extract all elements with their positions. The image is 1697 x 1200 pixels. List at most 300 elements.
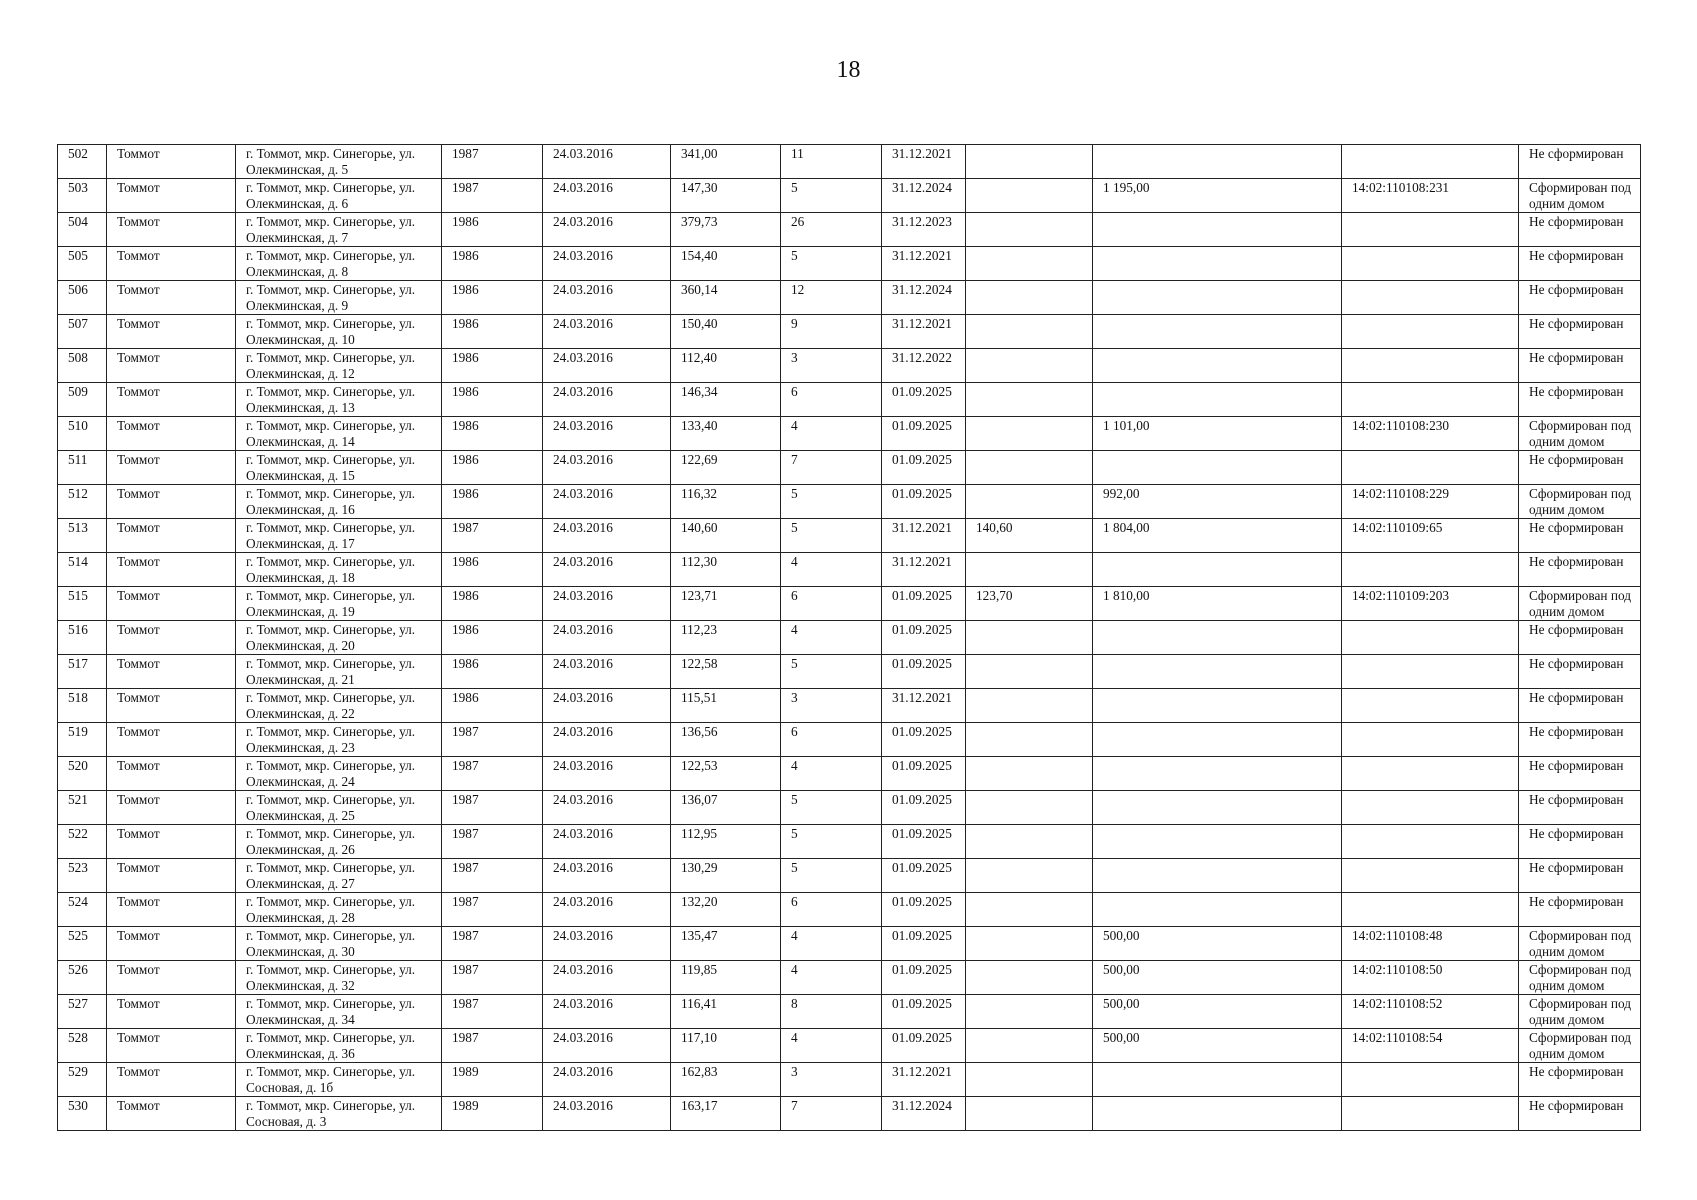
land-area-cell [1093, 383, 1342, 417]
row-number-cell: 520 [58, 757, 107, 791]
residents-cell: 8 [781, 995, 882, 1029]
land-status-cell: Не сформирован [1519, 893, 1641, 927]
year-built-cell: 1986 [442, 281, 543, 315]
table-row [58, 927, 1641, 961]
resettlement-deadline-cell: 31.12.2021 [882, 689, 966, 723]
year-built-cell: 1986 [442, 213, 543, 247]
resettlement-deadline-cell: 31.12.2024 [882, 179, 966, 213]
resettlement-deadline-cell: 01.09.2025 [882, 587, 966, 621]
resettlement-deadline-cell: 01.09.2025 [882, 1029, 966, 1063]
cadastral-number-cell: 14:02:110109:65 [1342, 519, 1519, 553]
area-cell: 130,29 [671, 859, 781, 893]
address-cell: г. Томмот, мкр. Синегорье, ул. Олекминская, д. 15 [236, 451, 442, 485]
resettlement-deadline-cell: 31.12.2021 [882, 1063, 966, 1097]
land-status-cell: Не сформирован [1519, 791, 1641, 825]
table-row [58, 791, 1641, 825]
area-secondary-cell [966, 145, 1093, 179]
cadastral-number-cell: 14:02:110108:229 [1342, 485, 1519, 519]
housing-registry-table [57, 144, 1641, 1131]
city-cell: Томмот [107, 757, 236, 791]
address-cell: г. Томмот, мкр. Синегорье, ул. Олекминская, д. 32 [236, 961, 442, 995]
area-secondary-cell [966, 281, 1093, 315]
land-status-cell: Не сформирован [1519, 349, 1641, 383]
row-number-cell: 502 [58, 145, 107, 179]
address-cell: г. Томмот, мкр. Синегорье, ул. Олекминская, д. 23 [236, 723, 442, 757]
land-area-cell [1093, 315, 1342, 349]
city-cell: Томмот [107, 621, 236, 655]
area-secondary-cell [966, 315, 1093, 349]
residents-cell: 3 [781, 1063, 882, 1097]
address-cell: г. Томмот, мкр. Синегорье, ул. Олекминская, д. 34 [236, 995, 442, 1029]
resettlement-deadline-cell: 01.09.2025 [882, 995, 966, 1029]
row-number-cell: 517 [58, 655, 107, 689]
land-status-cell: Не сформирован [1519, 383, 1641, 417]
resettlement-deadline-cell: 01.09.2025 [882, 451, 966, 485]
year-built-cell: 1987 [442, 179, 543, 213]
city-cell: Томмот [107, 417, 236, 451]
row-number-cell: 513 [58, 519, 107, 553]
land-area-cell: 1 804,00 [1093, 519, 1342, 553]
address-cell: г. Томмот, мкр. Синегорье, ул. Олекминская, д. 10 [236, 315, 442, 349]
land-area-cell [1093, 825, 1342, 859]
table-row [58, 451, 1641, 485]
city-cell: Томмот [107, 1097, 236, 1131]
resettlement-deadline-cell: 01.09.2025 [882, 961, 966, 995]
residents-cell: 6 [781, 893, 882, 927]
residents-cell: 5 [781, 247, 882, 281]
resettlement-deadline-cell: 01.09.2025 [882, 621, 966, 655]
table-row [58, 859, 1641, 893]
resettlement-deadline-cell: 31.12.2021 [882, 519, 966, 553]
address-cell: г. Томмот, мкр. Синегорье, ул. Олекминская, д. 22 [236, 689, 442, 723]
year-built-cell: 1987 [442, 893, 543, 927]
cadastral-number-cell [1342, 757, 1519, 791]
land-status-cell: Не сформирован [1519, 1097, 1641, 1131]
address-cell: г. Томмот, мкр. Синегорье, ул. Олекминская, д. 28 [236, 893, 442, 927]
cadastral-number-cell [1342, 621, 1519, 655]
area-secondary-cell [966, 859, 1093, 893]
cadastral-number-cell [1342, 553, 1519, 587]
land-area-cell [1093, 281, 1342, 315]
recognition-date-cell: 24.03.2016 [543, 485, 671, 519]
year-built-cell: 1987 [442, 145, 543, 179]
address-cell: г. Томмот, мкр. Синегорье, ул. Олекминская, д. 16 [236, 485, 442, 519]
row-number-cell: 528 [58, 1029, 107, 1063]
address-cell: г. Томмот, мкр. Синегорье, ул. Олекминская, д. 20 [236, 621, 442, 655]
city-cell: Томмот [107, 315, 236, 349]
city-cell: Томмот [107, 213, 236, 247]
land-status-cell: Сформирован под одним домом [1519, 927, 1641, 961]
land-area-cell [1093, 1063, 1342, 1097]
table-row [58, 587, 1641, 621]
area-secondary-cell [966, 1029, 1093, 1063]
residents-cell: 4 [781, 417, 882, 451]
area-secondary-cell [966, 1063, 1093, 1097]
address-cell: г. Томмот, мкр. Синегорье, ул. Олекминская, д. 25 [236, 791, 442, 825]
land-status-cell: Сформирован под одним домом [1519, 179, 1641, 213]
land-status-cell: Не сформирован [1519, 723, 1641, 757]
land-status-cell: Не сформирован [1519, 451, 1641, 485]
cadastral-number-cell: 14:02:110109:203 [1342, 587, 1519, 621]
land-area-cell: 1 810,00 [1093, 587, 1342, 621]
row-number-cell: 508 [58, 349, 107, 383]
table-row [58, 757, 1641, 791]
residents-cell: 4 [781, 961, 882, 995]
residents-cell: 4 [781, 621, 882, 655]
address-cell: г. Томмот, мкр. Синегорье, ул. Олекминская, д. 24 [236, 757, 442, 791]
area-cell: 146,34 [671, 383, 781, 417]
table-row [58, 655, 1641, 689]
residents-cell: 5 [781, 825, 882, 859]
resettlement-deadline-cell: 31.12.2022 [882, 349, 966, 383]
recognition-date-cell: 24.03.2016 [543, 349, 671, 383]
year-built-cell: 1986 [442, 315, 543, 349]
year-built-cell: 1986 [442, 451, 543, 485]
cadastral-number-cell: 14:02:110108:231 [1342, 179, 1519, 213]
year-built-cell: 1986 [442, 587, 543, 621]
table-row [58, 485, 1641, 519]
address-cell: г. Томмот, мкр. Синегорье, ул. Олекминская, д. 14 [236, 417, 442, 451]
area-cell: 112,40 [671, 349, 781, 383]
recognition-date-cell: 24.03.2016 [543, 757, 671, 791]
recognition-date-cell: 24.03.2016 [543, 825, 671, 859]
area-secondary-cell [966, 927, 1093, 961]
row-number-cell: 527 [58, 995, 107, 1029]
land-area-cell [1093, 723, 1342, 757]
area-cell: 136,07 [671, 791, 781, 825]
land-area-cell [1093, 621, 1342, 655]
residents-cell: 4 [781, 553, 882, 587]
cadastral-number-cell [1342, 451, 1519, 485]
area-secondary-cell: 123,70 [966, 587, 1093, 621]
city-cell: Томмот [107, 349, 236, 383]
recognition-date-cell: 24.03.2016 [543, 587, 671, 621]
land-area-cell [1093, 791, 1342, 825]
resettlement-deadline-cell: 31.12.2023 [882, 213, 966, 247]
year-built-cell: 1987 [442, 791, 543, 825]
residents-cell: 7 [781, 1097, 882, 1131]
residents-cell: 26 [781, 213, 882, 247]
land-status-cell: Сформирован под одним домом [1519, 417, 1641, 451]
cadastral-number-cell: 14:02:110108:54 [1342, 1029, 1519, 1063]
land-status-cell: Не сформирован [1519, 1063, 1641, 1097]
table-row [58, 519, 1641, 553]
area-cell: 117,10 [671, 1029, 781, 1063]
table-row [58, 247, 1641, 281]
area-secondary-cell [966, 757, 1093, 791]
year-built-cell: 1986 [442, 417, 543, 451]
row-number-cell: 509 [58, 383, 107, 417]
table-row [58, 417, 1641, 451]
land-status-cell: Сформирован под одним домом [1519, 587, 1641, 621]
address-cell: г. Томмот, мкр. Синегорье, ул. Олекминская, д. 27 [236, 859, 442, 893]
resettlement-deadline-cell: 31.12.2021 [882, 553, 966, 587]
area-cell: 112,23 [671, 621, 781, 655]
recognition-date-cell: 24.03.2016 [543, 247, 671, 281]
address-cell: г. Томмот, мкр. Синегорье, ул. Олекминская, д. 17 [236, 519, 442, 553]
city-cell: Томмот [107, 383, 236, 417]
table-row [58, 179, 1641, 213]
address-cell: г. Томмот, мкр. Синегорье, ул. Олекминская, д. 12 [236, 349, 442, 383]
residents-cell: 3 [781, 349, 882, 383]
address-cell: г. Томмот, мкр. Синегорье, ул. Олекминская, д. 6 [236, 179, 442, 213]
residents-cell: 12 [781, 281, 882, 315]
resettlement-deadline-cell: 01.09.2025 [882, 927, 966, 961]
area-cell: 112,30 [671, 553, 781, 587]
area-cell: 147,30 [671, 179, 781, 213]
cadastral-number-cell [1342, 825, 1519, 859]
residents-cell: 3 [781, 689, 882, 723]
area-cell: 119,85 [671, 961, 781, 995]
city-cell: Томмот [107, 519, 236, 553]
land-status-cell: Не сформирован [1519, 315, 1641, 349]
resettlement-deadline-cell: 01.09.2025 [882, 655, 966, 689]
row-number-cell: 504 [58, 213, 107, 247]
recognition-date-cell: 24.03.2016 [543, 179, 671, 213]
area-secondary-cell [966, 213, 1093, 247]
resettlement-deadline-cell: 01.09.2025 [882, 485, 966, 519]
table-row [58, 349, 1641, 383]
area-secondary-cell: 140,60 [966, 519, 1093, 553]
table-row [58, 621, 1641, 655]
residents-cell: 11 [781, 145, 882, 179]
year-built-cell: 1987 [442, 961, 543, 995]
address-cell: г. Томмот, мкр. Синегорье, ул. Олекминская, д. 19 [236, 587, 442, 621]
area-cell: 132,20 [671, 893, 781, 927]
table-row [58, 553, 1641, 587]
recognition-date-cell: 24.03.2016 [543, 451, 671, 485]
year-built-cell: 1987 [442, 859, 543, 893]
recognition-date-cell: 24.03.2016 [543, 893, 671, 927]
city-cell: Томмот [107, 553, 236, 587]
city-cell: Томмот [107, 485, 236, 519]
address-cell: г. Томмот, мкр. Синегорье, ул. Сосновая, д. 3 [236, 1097, 442, 1131]
residents-cell: 6 [781, 587, 882, 621]
land-area-cell [1093, 553, 1342, 587]
area-secondary-cell [966, 383, 1093, 417]
cadastral-number-cell [1342, 1063, 1519, 1097]
area-cell: 360,14 [671, 281, 781, 315]
area-secondary-cell [966, 553, 1093, 587]
recognition-date-cell: 24.03.2016 [543, 417, 671, 451]
year-built-cell: 1986 [442, 383, 543, 417]
recognition-date-cell: 24.03.2016 [543, 1063, 671, 1097]
city-cell: Томмот [107, 281, 236, 315]
residents-cell: 7 [781, 451, 882, 485]
cadastral-number-cell [1342, 893, 1519, 927]
area-cell: 150,40 [671, 315, 781, 349]
row-number-cell: 505 [58, 247, 107, 281]
area-cell: 122,69 [671, 451, 781, 485]
resettlement-deadline-cell: 31.12.2024 [882, 281, 966, 315]
city-cell: Томмот [107, 995, 236, 1029]
resettlement-deadline-cell: 01.09.2025 [882, 757, 966, 791]
recognition-date-cell: 24.03.2016 [543, 145, 671, 179]
address-cell: г. Томмот, мкр. Синегорье, ул. Олекминская, д. 5 [236, 145, 442, 179]
area-secondary-cell [966, 995, 1093, 1029]
land-status-cell: Не сформирован [1519, 553, 1641, 587]
year-built-cell: 1987 [442, 995, 543, 1029]
address-cell: г. Томмот, мкр. Синегорье, ул. Олекминская, д. 9 [236, 281, 442, 315]
address-cell: г. Томмот, мкр. Синегорье, ул. Олекминская, д. 30 [236, 927, 442, 961]
area-secondary-cell [966, 247, 1093, 281]
resettlement-deadline-cell: 31.12.2021 [882, 315, 966, 349]
cadastral-number-cell [1342, 859, 1519, 893]
area-secondary-cell [966, 893, 1093, 927]
row-number-cell: 529 [58, 1063, 107, 1097]
row-number-cell: 510 [58, 417, 107, 451]
table-row [58, 1029, 1641, 1063]
year-built-cell: 1987 [442, 723, 543, 757]
page-number: 18 [836, 57, 861, 83]
city-cell: Томмот [107, 893, 236, 927]
land-status-cell: Не сформирован [1519, 281, 1641, 315]
recognition-date-cell: 24.03.2016 [543, 1097, 671, 1131]
land-area-cell [1093, 247, 1342, 281]
cadastral-number-cell: 14:02:110108:50 [1342, 961, 1519, 995]
area-secondary-cell [966, 689, 1093, 723]
city-cell: Томмот [107, 145, 236, 179]
table-row [58, 145, 1641, 179]
area-cell: 133,40 [671, 417, 781, 451]
land-status-cell: Не сформирован [1519, 655, 1641, 689]
recognition-date-cell: 24.03.2016 [543, 995, 671, 1029]
cadastral-number-cell [1342, 145, 1519, 179]
residents-cell: 5 [781, 791, 882, 825]
cadastral-number-cell [1342, 791, 1519, 825]
area-secondary-cell [966, 723, 1093, 757]
table-row [58, 315, 1641, 349]
land-area-cell: 500,00 [1093, 961, 1342, 995]
land-area-cell: 500,00 [1093, 927, 1342, 961]
cadastral-number-cell [1342, 213, 1519, 247]
row-number-cell: 521 [58, 791, 107, 825]
address-cell: г. Томмот, мкр. Синегорье, ул. Олекминская, д. 36 [236, 1029, 442, 1063]
recognition-date-cell: 24.03.2016 [543, 723, 671, 757]
land-area-cell [1093, 145, 1342, 179]
year-built-cell: 1987 [442, 757, 543, 791]
address-cell: г. Томмот, мкр. Синегорье, ул. Олекминская, д. 18 [236, 553, 442, 587]
area-cell: 136,56 [671, 723, 781, 757]
land-status-cell: Не сформирован [1519, 825, 1641, 859]
area-secondary-cell [966, 451, 1093, 485]
residents-cell: 9 [781, 315, 882, 349]
city-cell: Томмот [107, 587, 236, 621]
table-body [58, 145, 1641, 1131]
land-status-cell: Не сформирован [1519, 621, 1641, 655]
residents-cell: 6 [781, 383, 882, 417]
recognition-date-cell: 24.03.2016 [543, 927, 671, 961]
cadastral-number-cell [1342, 655, 1519, 689]
resettlement-deadline-cell: 01.09.2025 [882, 723, 966, 757]
table-row [58, 1063, 1641, 1097]
cadastral-number-cell [1342, 723, 1519, 757]
area-cell: 163,17 [671, 1097, 781, 1131]
resettlement-deadline-cell: 01.09.2025 [882, 893, 966, 927]
recognition-date-cell: 24.03.2016 [543, 519, 671, 553]
cadastral-number-cell [1342, 1097, 1519, 1131]
row-number-cell: 516 [58, 621, 107, 655]
row-number-cell: 525 [58, 927, 107, 961]
table-row [58, 995, 1641, 1029]
address-cell: г. Томмот, мкр. Синегорье, ул. Олекминская, д. 13 [236, 383, 442, 417]
year-built-cell: 1987 [442, 1029, 543, 1063]
row-number-cell: 523 [58, 859, 107, 893]
resettlement-deadline-cell: 01.09.2025 [882, 825, 966, 859]
area-cell: 162,83 [671, 1063, 781, 1097]
cadastral-number-cell: 14:02:110108:48 [1342, 927, 1519, 961]
land-area-cell [1093, 757, 1342, 791]
area-cell: 122,53 [671, 757, 781, 791]
city-cell: Томмот [107, 247, 236, 281]
year-built-cell: 1986 [442, 553, 543, 587]
land-status-cell: Сформирован под одним домом [1519, 961, 1641, 995]
recognition-date-cell: 24.03.2016 [543, 383, 671, 417]
recognition-date-cell: 24.03.2016 [543, 1029, 671, 1063]
land-area-cell: 1 195,00 [1093, 179, 1342, 213]
land-status-cell: Сформирован под одним домом [1519, 995, 1641, 1029]
resettlement-deadline-cell: 31.12.2024 [882, 1097, 966, 1131]
resettlement-deadline-cell: 01.09.2025 [882, 417, 966, 451]
residents-cell: 5 [781, 859, 882, 893]
area-secondary-cell [966, 621, 1093, 655]
land-area-cell [1093, 451, 1342, 485]
city-cell: Томмот [107, 689, 236, 723]
area-secondary-cell [966, 791, 1093, 825]
area-cell: 123,71 [671, 587, 781, 621]
year-built-cell: 1986 [442, 247, 543, 281]
land-status-cell: Не сформирован [1519, 859, 1641, 893]
year-built-cell: 1986 [442, 621, 543, 655]
year-built-cell: 1986 [442, 349, 543, 383]
area-secondary-cell [966, 961, 1093, 995]
land-area-cell [1093, 1097, 1342, 1131]
address-cell: г. Томмот, мкр. Синегорье, ул. Олекминская, д. 7 [236, 213, 442, 247]
area-cell: 341,00 [671, 145, 781, 179]
land-area-cell: 500,00 [1093, 995, 1342, 1029]
address-cell: г. Томмот, мкр. Синегорье, ул. Олекминская, д. 8 [236, 247, 442, 281]
year-built-cell: 1986 [442, 655, 543, 689]
area-cell: 122,58 [671, 655, 781, 689]
residents-cell: 5 [781, 179, 882, 213]
area-secondary-cell [966, 655, 1093, 689]
city-cell: Томмот [107, 927, 236, 961]
table-row [58, 281, 1641, 315]
land-area-cell: 500,00 [1093, 1029, 1342, 1063]
land-area-cell [1093, 213, 1342, 247]
residents-cell: 4 [781, 757, 882, 791]
row-number-cell: 506 [58, 281, 107, 315]
cadastral-number-cell [1342, 281, 1519, 315]
resettlement-deadline-cell: 01.09.2025 [882, 791, 966, 825]
residents-cell: 4 [781, 927, 882, 961]
area-secondary-cell [966, 349, 1093, 383]
land-status-cell: Сформирован под одним домом [1519, 1029, 1641, 1063]
recognition-date-cell: 24.03.2016 [543, 791, 671, 825]
year-built-cell: 1989 [442, 1097, 543, 1131]
area-secondary-cell [966, 179, 1093, 213]
city-cell: Томмот [107, 451, 236, 485]
resettlement-deadline-cell: 31.12.2021 [882, 145, 966, 179]
row-number-cell: 511 [58, 451, 107, 485]
land-status-cell: Сформирован под одним домом [1519, 485, 1641, 519]
year-built-cell: 1987 [442, 519, 543, 553]
year-built-cell: 1986 [442, 485, 543, 519]
area-cell: 116,41 [671, 995, 781, 1029]
recognition-date-cell: 24.03.2016 [543, 281, 671, 315]
table-row [58, 893, 1641, 927]
area-secondary-cell [966, 825, 1093, 859]
